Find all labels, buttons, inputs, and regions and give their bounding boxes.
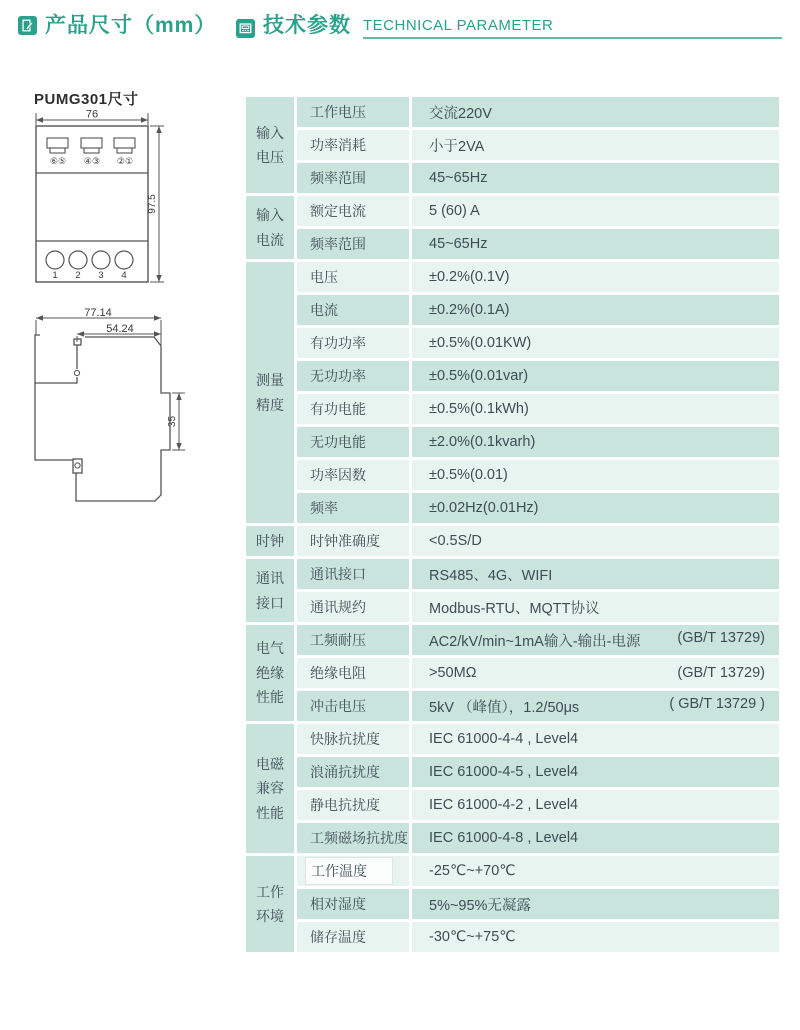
value-cell: Modbus-RTU、MQTT协议: [412, 592, 779, 622]
parameter-cell: 工频磁场抗扰度: [297, 823, 409, 853]
standard-note: ( GB/T 13729 ): [669, 695, 765, 712]
parameter-cell: 快脉抗扰度: [297, 724, 409, 754]
spec-row: [246, 394, 779, 424]
spec-row: [246, 691, 779, 721]
standard-note: (GB/T 13729): [677, 665, 765, 681]
value-cell: IEC 61000-4-4 , Level4: [412, 724, 779, 754]
parameter-cell: 工作电压: [297, 97, 409, 127]
spec-row: [246, 757, 779, 787]
port-label-2: 2: [75, 270, 81, 281]
spec-row: [246, 427, 779, 457]
parameter-cell: 静电抗扰度: [297, 790, 409, 820]
parameter-cell: 电流: [297, 295, 409, 325]
value-cell: ±0.5%(0.01var): [412, 361, 779, 391]
parameter-cell: 时钟准确度: [297, 526, 409, 556]
side-view-drawing: [26, 308, 204, 513]
value-cell: 5 (60) A: [412, 196, 779, 226]
spec-row: [246, 559, 779, 589]
parameter-cell: 无功电能: [297, 427, 409, 457]
parameter-cell: 无功功率: [297, 361, 409, 391]
front-height-dim: 97.5: [147, 194, 158, 214]
value-cell: ( GB/T 13729 ) 5kV （峰值），1.2/50μs: [412, 691, 779, 721]
parameter-cell: 电压: [297, 262, 409, 292]
spec-row: [246, 262, 779, 292]
spec-row: [246, 97, 779, 127]
document-pencil-icon: [18, 16, 37, 35]
value-cell: -30℃~+75℃: [412, 922, 779, 952]
parameter-cell: 有功电能: [297, 394, 409, 424]
parameter-cell: 相对湿度: [297, 889, 409, 919]
terminal-label-65: ⑥⑤: [49, 156, 67, 166]
value-cell: ±0.5%(0.01): [412, 460, 779, 490]
parameter-cell: 频率: [297, 493, 409, 523]
value-cell: 交流220V: [412, 97, 779, 127]
parameter-cell: 通讯接口: [297, 559, 409, 589]
parameter-cell: 功率因数: [297, 460, 409, 490]
spec-row: [246, 856, 779, 886]
value-cell: RS485、4G、WIFI: [412, 559, 779, 589]
parameter-cell: 有功功率: [297, 328, 409, 358]
spec-row: [246, 922, 779, 952]
spec-row: [246, 592, 779, 622]
spec-row: [246, 526, 779, 556]
spec-row: [246, 493, 779, 523]
category-cell: 电气 绝缘 性能: [246, 625, 294, 721]
terminal-label-21: ②①: [116, 156, 134, 166]
value-cell: ±0.2%(0.1A): [412, 295, 779, 325]
value-cell: ±2.0%(0.1kvarh): [412, 427, 779, 457]
category-cell: 通讯 接口: [246, 559, 294, 622]
meter-calculator-icon: [236, 19, 255, 38]
value-cell: IEC 61000-4-2 , Level4: [412, 790, 779, 820]
parameter-cell: 通讯规约: [297, 592, 409, 622]
spec-row: [246, 790, 779, 820]
parameter-cell: 绝缘电阻: [297, 658, 409, 688]
value-cell: (GB/T 13729) AC2/kV/min~1mA输入-输出-电源: [412, 625, 779, 655]
value-cell: ±0.5%(0.1kWh): [412, 394, 779, 424]
value-cell: 5%~95%无凝露: [412, 889, 779, 919]
category-cell: 电磁 兼容 性能: [246, 724, 294, 853]
value-cell: <0.5S/D: [412, 526, 779, 556]
value-cell: IEC 61000-4-5 , Level4: [412, 757, 779, 787]
drawing-label: PUMG301尺寸: [34, 91, 139, 108]
side-overall-width-dim: 77.14: [84, 308, 112, 319]
value-cell: IEC 61000-4-8 , Level4: [412, 823, 779, 853]
spec-row: [246, 130, 779, 160]
section-title-technical-parameter: 技术参数: [263, 14, 351, 37]
category-cell: 输入 电流: [246, 196, 294, 259]
section-underline: [363, 17, 782, 39]
value-cell: 45~65Hz: [412, 229, 779, 259]
parameter-cell: 额定电流: [297, 196, 409, 226]
spec-row: [246, 361, 779, 391]
parameter-cell: 储存温度: [297, 922, 409, 952]
spec-row: [246, 295, 779, 325]
section-title-product-dimensions: 产品尺寸（mm）: [45, 14, 217, 37]
port-label-4: 4: [121, 270, 127, 281]
value-cell: ±0.2%(0.1V): [412, 262, 779, 292]
parameter-cell: 冲击电压: [297, 691, 409, 721]
category-cell: 输入 电压: [246, 97, 294, 193]
category-cell: 工作 环境: [246, 856, 294, 952]
spec-row: [246, 625, 779, 655]
spec-row: [246, 823, 779, 853]
parameter-cell: 频率范围: [297, 229, 409, 259]
spec-row: [246, 328, 779, 358]
spec-row: [246, 889, 779, 919]
section-header-product-dimensions: [18, 13, 216, 39]
front-view-drawing: [30, 110, 190, 292]
spec-row: [246, 658, 779, 688]
parameter-cell: 频率范围: [297, 163, 409, 193]
side-body-width-dim: 54.24: [106, 323, 134, 335]
spec-row: [246, 724, 779, 754]
port-label-3: 3: [98, 270, 104, 281]
category-cell: 时钟: [246, 526, 294, 556]
parameter-box: 工作温度: [305, 857, 393, 885]
parameter-cell: [297, 856, 409, 886]
value-cell: 小于2VA: [412, 130, 779, 160]
section-subtitle-english: TECHNICAL PARAMETER: [363, 17, 554, 34]
parameter-cell: 工频耐压: [297, 625, 409, 655]
spec-row: [246, 460, 779, 490]
value-cell: ±0.5%(0.01KW): [412, 328, 779, 358]
port-label-1: 1: [52, 270, 58, 281]
front-width-dim: 76: [85, 110, 99, 121]
value-cell: ±0.02Hz(0.01Hz): [412, 493, 779, 523]
section-header-technical-parameter: [236, 13, 782, 39]
value-cell: -25℃~+70℃: [412, 856, 779, 886]
spec-row: [246, 163, 779, 193]
spec-row: [246, 196, 779, 226]
value-cell: (GB/T 13729) >50MΩ: [412, 658, 779, 688]
parameter-cell: 浪涌抗扰度: [297, 757, 409, 787]
spec-row: [246, 229, 779, 259]
terminal-label-43: ④③: [83, 156, 101, 166]
category-cell: 测量 精度: [246, 262, 294, 523]
value-cell: 45~65Hz: [412, 163, 779, 193]
technical-parameter-table: [243, 94, 782, 955]
parameter-cell: 功率消耗: [297, 130, 409, 160]
side-rail-height-dim: 35: [167, 415, 178, 428]
standard-note: (GB/T 13729): [677, 629, 765, 646]
